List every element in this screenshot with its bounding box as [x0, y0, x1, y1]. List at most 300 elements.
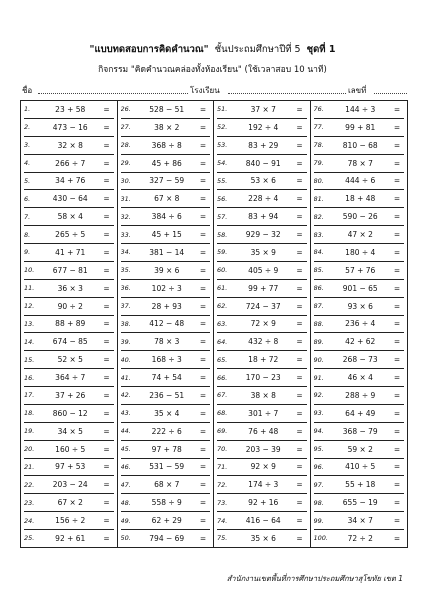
problem-cell[interactable] [314, 387, 405, 405]
problem-number: 96. [313, 462, 324, 471]
problem-expression: 677 − 81 [52, 265, 88, 275]
problem-number: 46. [120, 462, 131, 471]
problem-expression: 236 ÷ 4 [345, 319, 376, 329]
problem-cell[interactable] [24, 208, 114, 226]
problem-expression: 55 + 18 [345, 480, 376, 490]
problem-number: 63. [217, 319, 228, 328]
problem-expression: 840 − 91 [245, 158, 281, 168]
problem-number: 67. [217, 391, 228, 400]
problem-number: 52. [217, 123, 228, 132]
problem-number: 19. [24, 427, 35, 436]
problem-cell[interactable] [314, 405, 405, 423]
problem-cell[interactable] [314, 351, 405, 369]
equals-sign: = [296, 230, 303, 240]
problem-number: 70. [217, 445, 228, 454]
equals-sign: = [199, 158, 207, 168]
problem-cell[interactable] [314, 208, 405, 226]
problem-expression: 432 ÷ 8 [248, 337, 279, 347]
problem-number: 4. [24, 159, 31, 168]
problem-cell[interactable] [24, 155, 114, 173]
problem-cell[interactable] [314, 190, 405, 208]
equals-sign: = [103, 104, 110, 114]
equals-sign: = [393, 212, 401, 222]
problem-expression: 38 × 8 [250, 390, 276, 400]
problem-number: 51. [217, 105, 228, 114]
problem-cell[interactable] [217, 262, 307, 280]
name-blank[interactable] [38, 93, 188, 94]
problem-number: 30. [120, 176, 131, 185]
equals-sign: = [296, 373, 303, 383]
equals-sign: = [199, 337, 207, 347]
equals-sign: = [199, 122, 207, 132]
problem-cell[interactable] [217, 316, 307, 334]
problem-number: 48. [120, 498, 131, 507]
problem-cell[interactable] [121, 101, 211, 119]
problem-cell[interactable] [121, 262, 211, 280]
problem-number: 28. [120, 141, 131, 150]
problem-number: 72. [217, 480, 228, 489]
problem-expression: 265 ÷ 5 [55, 230, 86, 240]
problem-expression: 45 + 15 [151, 230, 182, 240]
problem-cell[interactable] [314, 137, 405, 155]
equals-sign: = [103, 301, 110, 311]
equals-sign: = [296, 247, 303, 257]
problem-expression: 97 + 53 [55, 462, 86, 472]
equals-sign: = [103, 337, 110, 347]
problem-cell[interactable] [24, 351, 114, 369]
equals-sign: = [393, 176, 401, 186]
problem-number: 12. [24, 302, 35, 311]
problem-expression: 62 + 29 [151, 516, 182, 526]
problem-cell[interactable] [24, 226, 114, 244]
equals-sign: = [199, 194, 207, 204]
equals-sign: = [103, 230, 110, 240]
problem-number: 94. [313, 427, 324, 436]
problem-number: 5. [24, 176, 31, 185]
equals-sign: = [103, 247, 110, 257]
problem-number: 13. [24, 319, 35, 328]
problem-cell[interactable] [217, 119, 307, 137]
equals-sign: = [199, 533, 207, 543]
problem-number: 93. [313, 409, 324, 418]
problem-cell[interactable] [217, 333, 307, 351]
problem-cell[interactable] [314, 459, 405, 477]
problem-cell[interactable] [314, 226, 405, 244]
problem-number: 82. [313, 212, 324, 221]
problem-cell[interactable] [24, 119, 114, 137]
problem-cell[interactable] [217, 369, 307, 387]
problem-expression: 724 − 37 [245, 301, 281, 311]
problem-cell[interactable] [217, 405, 307, 423]
problem-cell[interactable] [24, 459, 114, 477]
problem-number: 15. [24, 355, 35, 364]
equals-sign: = [103, 444, 110, 454]
problem-number: 31. [120, 194, 131, 203]
equals-sign: = [393, 480, 401, 490]
problem-number: 98. [313, 498, 324, 507]
problem-expression: 268 − 73 [342, 355, 378, 365]
problem-expression: 168 ÷ 3 [151, 355, 182, 365]
problem-cell[interactable] [121, 333, 211, 351]
problem-expression: 203 − 39 [245, 444, 281, 454]
problem-cell[interactable] [217, 101, 307, 119]
problem-expression: 74 + 54 [151, 373, 182, 383]
equals-sign: = [103, 462, 110, 472]
problem-number: 41. [120, 373, 131, 382]
problem-cell[interactable] [121, 155, 211, 173]
problem-expression: 92 + 61 [55, 533, 86, 543]
problem-cell[interactable] [121, 119, 211, 137]
equals-sign: = [296, 480, 303, 490]
problem-number: 62. [217, 302, 228, 311]
problem-number: 86. [313, 284, 324, 293]
problem-cell[interactable] [217, 208, 307, 226]
problem-cell[interactable] [314, 441, 405, 459]
problem-cell[interactable] [24, 441, 114, 459]
problem-cell[interactable] [121, 494, 211, 512]
problem-cell[interactable] [121, 298, 211, 316]
problem-number: 59. [217, 248, 228, 257]
equals-sign: = [199, 104, 207, 114]
equals-sign: = [296, 122, 303, 132]
problem-cell[interactable] [314, 333, 405, 351]
equals-sign: = [296, 301, 303, 311]
problem-number: 47. [120, 480, 131, 489]
problem-cell[interactable] [121, 459, 211, 477]
problem-number: 99. [313, 516, 324, 525]
problem-cell[interactable] [121, 441, 211, 459]
equals-sign: = [199, 390, 207, 400]
problem-cell[interactable] [217, 512, 307, 530]
problem-cell[interactable] [217, 298, 307, 316]
problem-expression: 78 × 7 [347, 158, 373, 168]
problem-expression: 266 ÷ 7 [55, 158, 86, 168]
problem-expression: 92 + 16 [248, 498, 279, 508]
problem-cell[interactable] [217, 226, 307, 244]
problem-number: 9. [24, 248, 31, 257]
problem-cell[interactable] [121, 369, 211, 387]
number-blank[interactable] [374, 93, 407, 94]
problem-expression: 28 + 93 [151, 301, 182, 311]
problem-cell[interactable] [314, 244, 405, 262]
school-blank[interactable] [228, 93, 346, 94]
problem-number: 97. [313, 480, 324, 489]
problem-expression: 76 + 48 [248, 426, 279, 436]
problem-number: 7. [24, 212, 31, 221]
problem-number: 20. [24, 445, 35, 454]
problem-cell[interactable] [24, 262, 114, 280]
problem-number: 95. [313, 445, 324, 454]
problem-number: 49. [120, 516, 131, 525]
problem-cell[interactable] [314, 173, 405, 191]
problem-expression: 228 ÷ 4 [248, 194, 279, 204]
equals-sign: = [103, 533, 110, 543]
problem-cell[interactable] [217, 494, 307, 512]
problem-cell[interactable] [217, 280, 307, 298]
name-label: ชื่อ [22, 86, 33, 95]
problem-cell[interactable] [217, 244, 307, 262]
problem-number: 42. [120, 391, 131, 400]
problem-number: 3. [24, 141, 31, 150]
problem-column [311, 101, 408, 547]
problem-cell[interactable] [121, 423, 211, 441]
problem-number: 21. [24, 462, 35, 471]
problem-cell[interactable] [121, 512, 211, 530]
problem-expression: 674 − 85 [52, 337, 88, 347]
problem-expression: 83 + 94 [248, 212, 279, 222]
problem-expression: 35 × 6 [250, 533, 276, 543]
problem-cell[interactable] [314, 155, 405, 173]
equals-sign: = [296, 158, 303, 168]
problem-cell[interactable] [217, 476, 307, 494]
number-label: เลขที่ [348, 86, 367, 95]
problem-cell[interactable] [217, 351, 307, 369]
problem-expression: 36 × 3 [57, 283, 83, 293]
problem-number: 10. [24, 266, 35, 275]
problem-expression: 42 + 62 [345, 337, 376, 347]
equals-sign: = [393, 158, 401, 168]
school-label: โรงเรียน [190, 86, 220, 95]
problem-cell[interactable] [121, 405, 211, 423]
problem-number: 80. [313, 176, 324, 185]
problem-expression: 430 − 64 [52, 194, 88, 204]
equals-sign: = [199, 140, 207, 150]
problem-cell[interactable] [121, 316, 211, 334]
problem-expression: 45 + 86 [151, 158, 182, 168]
problem-cell[interactable] [314, 101, 405, 119]
problem-cell[interactable] [24, 476, 114, 494]
equals-sign: = [393, 230, 401, 240]
problem-cell[interactable] [121, 173, 211, 191]
problem-number: 84. [313, 248, 324, 257]
problem-number: 37. [120, 302, 131, 311]
problem-cell[interactable] [121, 530, 211, 547]
problem-expression: 794 − 69 [149, 533, 185, 543]
problem-cell[interactable] [121, 137, 211, 155]
equals-sign: = [393, 104, 401, 114]
problem-expression: 174 ÷ 3 [248, 480, 279, 490]
equals-sign: = [103, 373, 110, 383]
activity-subtitle: กิจกรรม "คิดคำนวณคล่องทั้งห้องเรียน" (ใช้เวลาสอบ 10 นาที) [98, 65, 327, 75]
problem-number: 32. [120, 212, 131, 221]
equals-sign: = [296, 533, 303, 543]
equals-sign: = [296, 319, 303, 329]
problem-number: 57. [217, 212, 228, 221]
problem-number: 92. [313, 391, 324, 400]
problem-cell[interactable] [24, 530, 114, 547]
problem-cell[interactable] [24, 190, 114, 208]
problem-expression: 37 + 26 [55, 390, 86, 400]
problem-number: 83. [313, 230, 324, 239]
problem-expression: 558 ÷ 9 [151, 498, 182, 508]
problem-cell[interactable] [314, 512, 405, 530]
problem-expression: 102 ÷ 3 [151, 283, 182, 293]
problem-number: 6. [24, 194, 31, 203]
problem-cell[interactable] [217, 173, 307, 191]
problem-cell[interactable] [24, 298, 114, 316]
problem-number: 25. [24, 534, 35, 543]
equals-sign: = [393, 265, 401, 275]
problem-expression: 416 − 64 [245, 516, 281, 526]
problem-cell[interactable] [217, 530, 307, 547]
problem-expression: 88 + 89 [55, 319, 86, 329]
problem-cell[interactable] [121, 208, 211, 226]
problem-expression: 18 + 48 [345, 194, 376, 204]
equals-sign: = [199, 212, 207, 222]
equals-sign: = [199, 283, 207, 293]
problem-expression: 180 ÷ 4 [345, 247, 376, 257]
problem-cell[interactable] [24, 369, 114, 387]
problem-expression: 192 ÷ 4 [248, 122, 279, 132]
problem-cell[interactable] [217, 190, 307, 208]
problem-expression: 99 + 77 [248, 283, 279, 293]
problem-cell[interactable] [217, 137, 307, 155]
problem-cell[interactable] [217, 423, 307, 441]
problem-cell[interactable] [121, 244, 211, 262]
problem-cell[interactable] [121, 190, 211, 208]
equals-sign: = [103, 140, 110, 150]
problem-cell[interactable] [314, 476, 405, 494]
problem-number: 76. [313, 105, 324, 114]
title-bold: "แบบทดสอบการคิดคำนวณ" [89, 44, 209, 55]
problem-number: 16. [24, 373, 35, 382]
problem-expression: 327 − 59 [149, 176, 185, 186]
equals-sign: = [296, 212, 303, 222]
problem-number: 91. [313, 373, 324, 382]
problem-number: 64. [217, 337, 228, 346]
problem-expression: 655 − 19 [342, 498, 378, 508]
problem-number: 74. [217, 516, 228, 525]
problem-number: 55. [217, 176, 228, 185]
problem-column [214, 101, 311, 547]
problem-number: 1. [24, 105, 31, 114]
problem-cell[interactable] [314, 119, 405, 137]
problem-cell[interactable] [314, 280, 405, 298]
problem-expression: 64 + 49 [345, 408, 376, 418]
equals-sign: = [393, 247, 401, 257]
problem-number: 29. [120, 159, 131, 168]
equals-sign: = [103, 265, 110, 275]
problem-number: 65. [217, 355, 228, 364]
problem-number: 71. [217, 462, 228, 471]
problem-expression: 301 ÷ 7 [248, 408, 279, 418]
equals-sign: = [199, 462, 207, 472]
problem-cell[interactable] [24, 512, 114, 530]
problem-cell[interactable] [24, 333, 114, 351]
problem-expression: 929 − 32 [245, 230, 281, 240]
problem-cell[interactable] [24, 173, 114, 191]
problem-cell[interactable] [314, 530, 405, 547]
problem-cell[interactable] [314, 298, 405, 316]
problem-number: 27. [120, 123, 131, 132]
problem-cell[interactable] [121, 226, 211, 244]
equals-sign: = [393, 426, 401, 436]
problem-number: 85. [313, 266, 324, 275]
problem-number: 56. [217, 194, 228, 203]
problem-expression: 590 − 26 [342, 212, 378, 222]
problem-cell[interactable] [314, 369, 405, 387]
equals-sign: = [296, 194, 303, 204]
equals-sign: = [296, 408, 303, 418]
problem-expression: 405 ÷ 9 [248, 265, 279, 275]
problem-expression: 59 × 2 [347, 444, 373, 454]
problem-expression: 83 + 29 [248, 140, 279, 150]
problem-number: 11. [24, 284, 35, 293]
problem-expression: 38 × 2 [154, 122, 180, 132]
worksheet-title [0, 42, 425, 57]
problem-expression: 23 + 58 [55, 104, 86, 114]
problem-cell[interactable] [24, 494, 114, 512]
problem-cell[interactable] [24, 316, 114, 334]
problem-expression: 68 × 7 [154, 480, 180, 490]
problem-cell[interactable] [24, 405, 114, 423]
problem-number: 90. [313, 355, 324, 364]
problem-expression: 34 × 5 [57, 426, 83, 436]
equals-sign: = [296, 444, 303, 454]
equals-sign: = [199, 426, 207, 436]
problem-expression: 93 × 6 [347, 301, 373, 311]
problem-cell[interactable] [217, 441, 307, 459]
problem-cell[interactable] [24, 280, 114, 298]
problem-cell[interactable] [24, 137, 114, 155]
problem-cell[interactable] [121, 280, 211, 298]
problem-cell[interactable] [121, 387, 211, 405]
problem-number: 45. [120, 445, 131, 454]
problem-number: 44. [120, 427, 131, 436]
equals-sign: = [393, 140, 401, 150]
problem-cell[interactable] [121, 351, 211, 369]
problem-cell[interactable] [24, 101, 114, 119]
equals-sign: = [103, 516, 110, 526]
problem-cell[interactable] [217, 459, 307, 477]
problem-expression: 531 − 59 [149, 462, 185, 472]
problem-cell[interactable] [314, 262, 405, 280]
problem-cell[interactable] [314, 423, 405, 441]
problem-cell[interactable] [121, 476, 211, 494]
equals-sign: = [199, 408, 207, 418]
problem-cell[interactable] [24, 244, 114, 262]
problem-cell[interactable] [24, 423, 114, 441]
problem-number: 53. [217, 141, 228, 150]
problem-number: 89. [313, 337, 324, 346]
equals-sign: = [393, 373, 401, 383]
problem-cell[interactable] [314, 316, 405, 334]
problem-number: 78. [313, 141, 324, 150]
equals-sign: = [103, 355, 110, 365]
problem-number: 81. [313, 194, 324, 203]
problem-expression: 57 + 76 [345, 265, 376, 275]
problem-number: 58. [217, 230, 228, 239]
problem-expression: 47 × 2 [347, 230, 373, 240]
problem-expression: 39 × 6 [154, 265, 180, 275]
problem-cell[interactable] [24, 387, 114, 405]
equals-sign: = [393, 390, 401, 400]
problem-column [118, 101, 215, 547]
problem-expression: 35 × 4 [154, 408, 180, 418]
problem-number: 100. [313, 534, 328, 543]
equals-sign: = [393, 319, 401, 329]
problem-cell[interactable] [217, 387, 307, 405]
problem-expression: 35 × 9 [250, 247, 276, 257]
problem-cell[interactable] [314, 494, 405, 512]
problem-expression: 860 − 12 [52, 408, 88, 418]
problem-number: 88. [313, 319, 324, 328]
problem-cell[interactable] [217, 155, 307, 173]
problem-expression: 368 ÷ 8 [151, 140, 182, 150]
equals-sign: = [296, 462, 303, 472]
equals-sign: = [393, 194, 401, 204]
problem-expression: 384 ÷ 6 [151, 212, 182, 222]
